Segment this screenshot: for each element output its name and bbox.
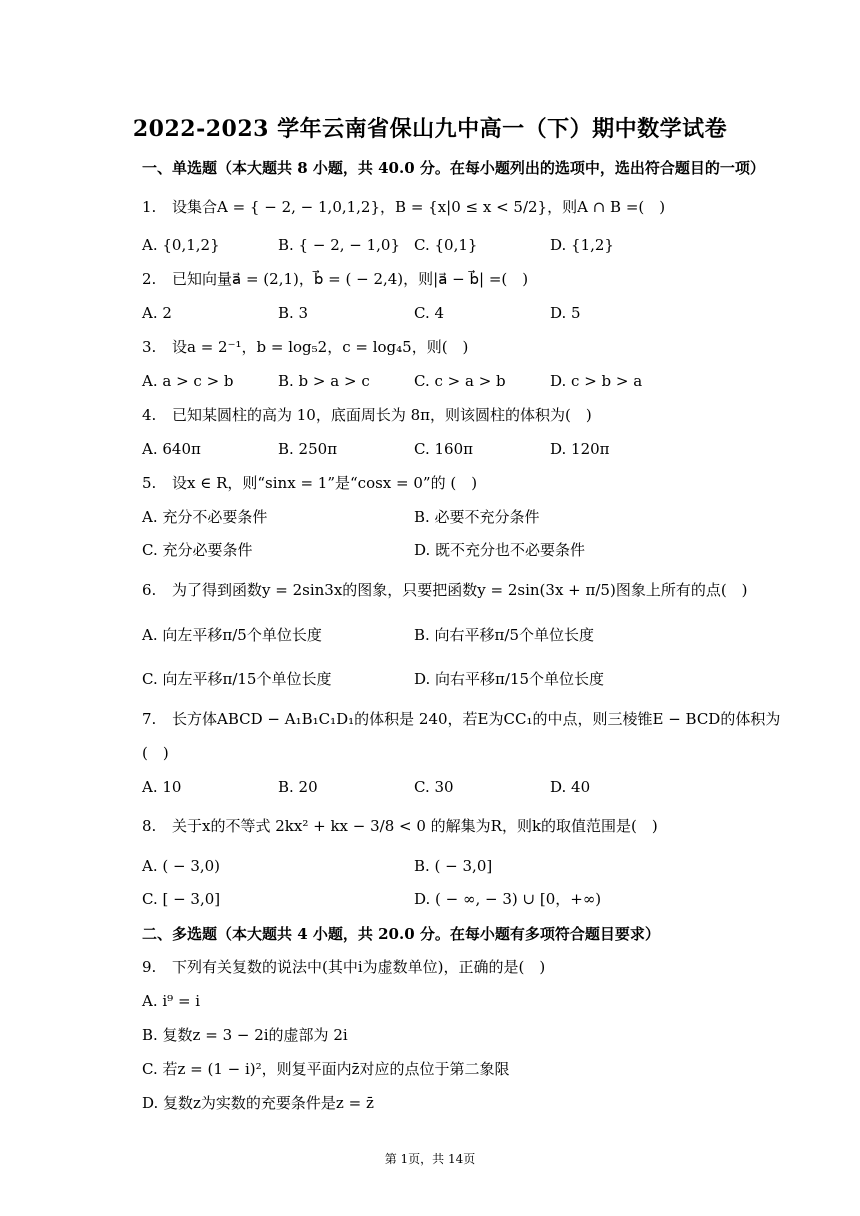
option-a: A. 向左平移π/5个单位长度	[142, 626, 322, 644]
question-8	[142, 816, 658, 836]
option-d: D. 120π	[550, 440, 610, 458]
option-b: B. 3	[278, 304, 309, 322]
option-b: B. b > a > c	[278, 372, 370, 390]
option-c: C. 160π	[414, 440, 473, 458]
option-a: A. a > c > b	[142, 372, 234, 390]
option-c: C. 4	[414, 304, 445, 322]
question-stem: 下列有关复数的说法中(其中i为虚数单位)，正确的是( )	[172, 958, 546, 976]
question-1	[142, 197, 665, 217]
option-d: D. 既不充分也不必要条件	[414, 541, 586, 559]
option-b: B. { − 2, − 1,0}	[278, 236, 401, 254]
question-stem: 已知某圆柱的高为 10，底面周长为 8π，则该圆柱的体积为( )	[172, 406, 592, 424]
question-number: 6.	[142, 581, 157, 599]
option-a: A. 640π	[142, 440, 201, 458]
question-stem: 已知向量a⃗ = (2,1)，b⃗ = ( − 2,4)，则|a⃗ − b⃗| =( )	[172, 270, 529, 288]
option-d: D. c > b > a	[550, 372, 643, 390]
page-title: 2022-2023 学年云南省保山九中高一（下）期中数学试卷	[132, 116, 728, 142]
option-c: C. {0,1}	[414, 236, 478, 254]
option-b: B. 250π	[278, 440, 338, 458]
option-c: C. 向左平移π/15个单位长度	[142, 670, 332, 688]
option-d: D. 向右平移π/15个单位长度	[414, 670, 605, 688]
option-d: D. 复数z为实数的充要条件是z = z̄	[142, 1094, 374, 1112]
question-4	[142, 405, 592, 425]
question-stem: 设x ∈ R，则“sinx = 1”是“cosx = 0”的 ( )	[172, 474, 478, 492]
option-b: B. 复数z = 3 − 2i的虚部为 2i	[142, 1026, 348, 1044]
option-c: C. c > a > b	[414, 372, 506, 390]
question-stem: 为了得到函数y = 2sin3x的图象，只要把函数y = 2sin(3x + π/5)图象上所有的点( )	[172, 581, 748, 599]
section-header-single-choice: 一、单选题（本大题共 8 小题，共 40.0 分。在每小题列出的选项中，选出符合题目的一项）	[142, 159, 765, 177]
question-number: 1.	[142, 198, 157, 216]
option-d: D. ( − ∞, − 3) ∪ [0，+∞)	[414, 890, 602, 908]
option-d: D. 5	[550, 304, 581, 322]
option-a: A. ( − 3,0)	[142, 857, 221, 875]
option-d: D. {1,2}	[550, 236, 614, 254]
option-c: C. 充分必要条件	[142, 541, 253, 559]
option-a: A. 10	[142, 778, 182, 796]
question-number: 5.	[142, 474, 157, 492]
option-b: B. 必要不充分条件	[414, 508, 540, 526]
option-b: B. 20	[278, 778, 318, 796]
question-number: 9.	[142, 958, 157, 976]
question-number: 4.	[142, 406, 157, 424]
option-b: B. ( − 3,0]	[414, 857, 493, 875]
option-b: B. 向右平移π/5个单位长度	[414, 626, 595, 644]
question-5	[142, 473, 477, 493]
question-number: 2.	[142, 270, 157, 288]
option-c: C. 若z = (1 − i)²，则复平面内z̄对应的点位于第二象限	[142, 1060, 510, 1078]
question-number: 8.	[142, 817, 157, 835]
page-footer: 第 1页，共 14页	[384, 1152, 476, 1166]
option-c: C. 30	[414, 778, 454, 796]
section-header-multiple-choice: 二、多选题（本大题共 4 小题，共 20.0 分。在每小题有多项符合题目要求）	[142, 925, 660, 943]
question-7	[142, 709, 780, 729]
option-a: A. {0,1,2}	[142, 236, 220, 254]
question-number: 7.	[142, 710, 157, 728]
option-a: A. 2	[142, 304, 172, 322]
question-stem: 设集合A = { − 2, − 1,0,1,2}，B = {x|0 ≤ x < 5/2}，则A ∩ B =( )	[172, 198, 666, 216]
question-7-continuation: ( )	[142, 744, 169, 762]
question-stem: 关于x的不等式 2kx² + kx − 3/8 < 0 的解集为R，则k的取值范围是( )	[172, 817, 658, 835]
question-6	[142, 580, 748, 600]
question-3	[142, 337, 468, 357]
question-stem: 设a = 2⁻¹，b = log₅2，c = log₄5，则( )	[172, 338, 469, 356]
option-a: A. 充分不必要条件	[142, 508, 268, 526]
option-c: C. [ − 3,0]	[142, 890, 221, 908]
question-number: 3.	[142, 338, 157, 356]
question-9	[142, 957, 545, 977]
question-2	[142, 269, 528, 289]
option-d: D. 40	[550, 778, 591, 796]
option-a: A. i⁹ = i	[142, 992, 201, 1010]
question-stem: 长方体ABCD − A₁B₁C₁D₁的体积是 240，若E为CC₁的中点，则三棱锥E − BCD的体积为	[172, 710, 781, 728]
